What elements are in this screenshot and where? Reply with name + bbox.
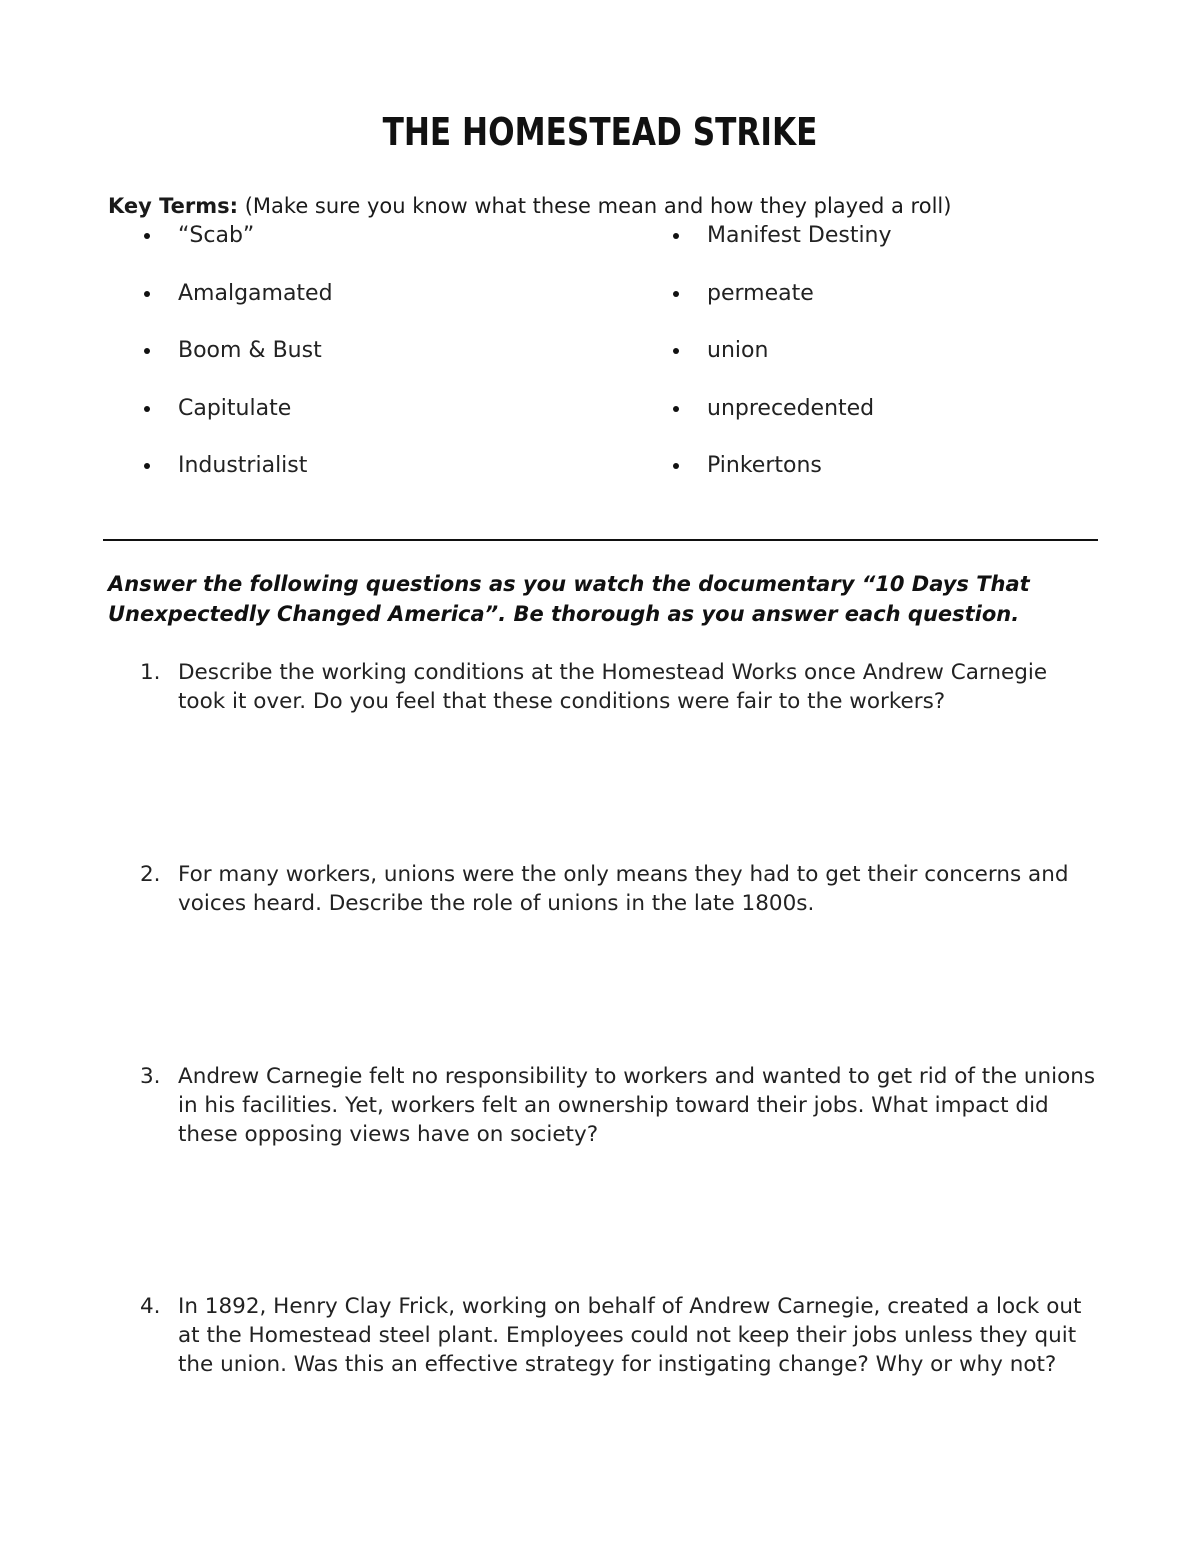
question-text: In 1892, Henry Clay Frick, working on behalf of Andrew Carnegie, created a lock out at the Homestead steel plant. Employees could not keep their jobs unless they quit the union. Was this an effective strategy for instigating change? Why or why not?	[178, 1294, 1082, 1377]
question-text: Describe the working conditions at the Homestead Works once Andrew Carnegie took it over. Do you feel that these conditions were fair to the workers?	[178, 660, 1048, 714]
key-term-text: union	[707, 338, 769, 364]
key-terms-label: Key Terms:	[108, 194, 239, 218]
bullet-icon	[144, 463, 150, 469]
key-term-text: unprecedented	[707, 395, 875, 421]
key-term-text: Capitulate	[178, 395, 292, 421]
bullet-icon	[144, 291, 150, 297]
key-term-text: Manifest Destiny	[707, 223, 892, 248]
key-term-text: Boom & Bust	[178, 338, 322, 364]
bullet-icon	[673, 348, 679, 354]
bullet-icon	[673, 291, 679, 297]
bullet-icon	[144, 233, 150, 239]
key-term-text: “Scab”	[178, 223, 255, 248]
question-text: For many workers, unions were the only means they had to get their concerns and voices heard. Describe the role of unions in the late 1800s.	[178, 862, 1069, 916]
bullet-icon	[144, 348, 150, 354]
question-number: 1.	[140, 660, 161, 685]
question-number: 2.	[140, 862, 161, 887]
question-3	[140, 1062, 1100, 1149]
question-number: 4.	[140, 1294, 161, 1319]
question-number: 3.	[140, 1064, 161, 1089]
question-2	[140, 860, 1100, 918]
page-title: THE HOMESTEAD STRIKE	[382, 110, 818, 154]
question-1	[140, 658, 1100, 716]
bullet-icon	[144, 406, 150, 412]
key-term-text: permeate	[707, 280, 814, 306]
bullet-icon	[673, 233, 679, 239]
section-divider	[103, 539, 1098, 541]
key-term-text: Amalgamated	[178, 280, 333, 306]
key-terms-heading	[108, 194, 951, 218]
key-terms-note: (Make sure you know what these mean and how they played a roll)	[238, 194, 952, 218]
bullet-icon	[673, 406, 679, 412]
key-term-text: Pinkertons	[707, 453, 822, 479]
key-term-text: Industrialist	[178, 453, 308, 479]
question-4	[140, 1292, 1100, 1379]
bullet-icon	[673, 463, 679, 469]
question-text: Andrew Carnegie felt no responsibility to workers and wanted to get rid of the unions in his facilities. Yet, workers felt an ownership toward their jobs. What impact did these opposing views have on society?	[178, 1064, 1096, 1147]
instructions: Answer the following questions as you watch the documentary “10 Days That Unexpectedly Changed America”. Be thorough as you answer each question.	[108, 572, 1030, 626]
